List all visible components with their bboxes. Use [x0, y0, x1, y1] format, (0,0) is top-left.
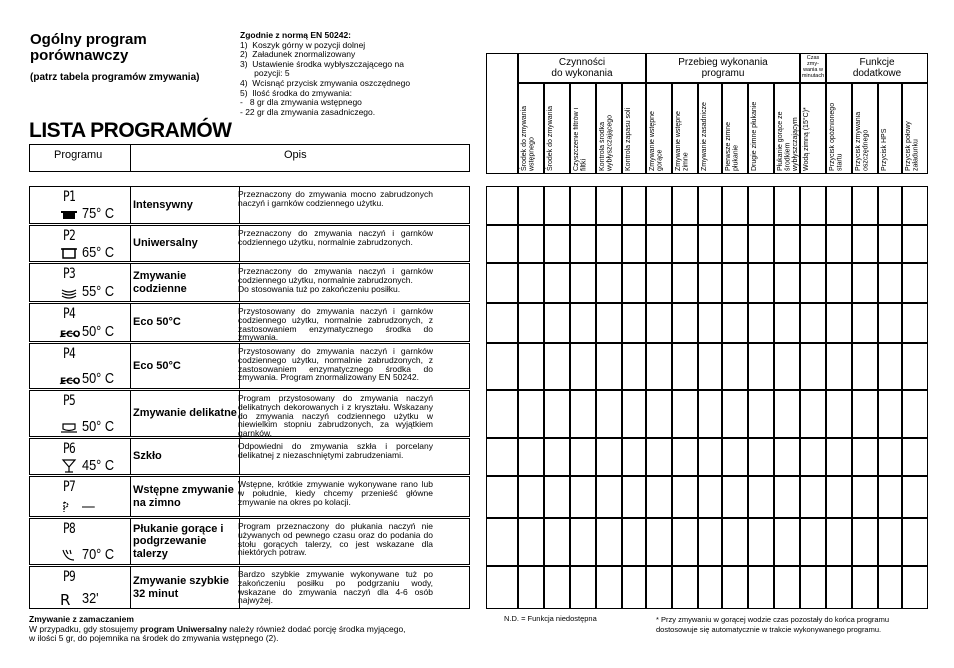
grid-cell — [622, 263, 646, 303]
program-code: P4 — [63, 346, 75, 362]
grid-cell — [596, 225, 622, 263]
grid-column-label: Pierwsze zimne płukanie — [725, 121, 740, 171]
grid-cell — [646, 438, 672, 476]
grid-cell — [570, 186, 596, 225]
grid-cell — [672, 186, 698, 225]
grid-cell — [544, 476, 570, 518]
grid-cell — [596, 263, 622, 303]
grid-cell — [672, 225, 698, 263]
title-subtitle: (patrz tabela programów zmywania) — [30, 72, 200, 83]
header-desc: Opis — [284, 149, 307, 161]
cup-icon — [60, 420, 78, 434]
grid-cell — [878, 476, 902, 518]
grid-cell — [748, 390, 774, 438]
program-desc: Przeznaczony do zmywania naczyń i garnków codziennego użytku, normalnie zabrudzonych. — [238, 228, 433, 247]
grid-cell — [902, 343, 928, 390]
norm-heading: Zgodnie z normą EN 50242: — [240, 30, 351, 40]
grid-cell — [518, 518, 544, 566]
grid-cell — [722, 566, 748, 609]
program-name: Zmywanie codzienne — [130, 264, 240, 301]
program-code: P1 — [63, 189, 75, 205]
list-title: LISTA PROGRAMÓW — [29, 119, 232, 142]
program-code-cell — [30, 439, 131, 474]
grid-cell — [852, 303, 878, 343]
grid-cell — [852, 263, 878, 303]
grid-cell — [646, 390, 672, 438]
grid-cell — [570, 518, 596, 566]
norm-lines — [240, 41, 455, 118]
pot-icon — [60, 207, 78, 221]
grid-cell — [722, 225, 748, 263]
grid-cell — [622, 390, 646, 438]
grid-cell — [672, 343, 698, 390]
program-desc: Odpowiedni do zmywania szkła i porcelany delikatnej z niezaschniętymi zabrudzeniami. — [238, 441, 433, 460]
title-line-2: porównawczy — [30, 47, 129, 64]
grid-cell — [596, 390, 622, 438]
grid-row-blank — [486, 186, 518, 225]
grid-cell — [596, 303, 622, 343]
grid-cell — [672, 303, 698, 343]
eco-icon — [60, 372, 81, 387]
program-name: Zmywanie delikatne — [130, 391, 240, 436]
grid-column-label: Zmywanie wstępne zimne — [675, 111, 690, 171]
program-temp: 65° C — [82, 244, 115, 261]
grid-cell — [774, 186, 800, 225]
grid-cell — [518, 566, 544, 609]
grid-cell — [800, 476, 826, 518]
grid-cell — [646, 303, 672, 343]
grid-cell — [544, 390, 570, 438]
grid-cell — [774, 225, 800, 263]
grid-column-label: Czyszczenie filtrów i filtki — [573, 107, 588, 171]
program-temp: — — [82, 498, 95, 515]
program-temp: 50° C — [82, 370, 115, 387]
grid-cell — [826, 518, 852, 566]
program-row — [29, 390, 470, 437]
program-name: Uniwersalny — [130, 226, 240, 261]
grid-cell — [722, 343, 748, 390]
table-header — [29, 144, 470, 172]
quick-icon — [60, 591, 78, 609]
grid-cell — [722, 186, 748, 225]
grid-cell — [852, 343, 878, 390]
grid-cell — [878, 343, 902, 390]
grid-cell — [748, 566, 774, 609]
grid-cell — [518, 438, 544, 476]
program-code-cell — [30, 226, 131, 261]
grid-cell — [596, 518, 622, 566]
grid-cell — [646, 518, 672, 566]
grid-cell — [774, 566, 800, 609]
grid-row-blank — [486, 518, 518, 566]
program-desc: Program przeznaczony do płukania naczyń nie używanych od pewnego czasu oraz do podania do stołu gorących talerzy, co jest wskazane dla niektórych potraw. — [238, 521, 433, 558]
grid-cell — [570, 390, 596, 438]
footer-nd: N.D. = Funkcja niedostępna — [504, 614, 597, 623]
grid-cell — [826, 186, 852, 225]
program-row — [29, 438, 470, 475]
norm-line: 1) Koszyk górny w pozycji dolnej — [240, 39, 366, 50]
prewash-icon — [60, 500, 78, 514]
footer-text-d: w ilości 5 gr, do pojemnika na środek do zmywania wstępnego (2). — [29, 633, 279, 643]
program-desc: Przystosowany do zmywania naczyń i garnków codziennego użytku, normalnie zabrudzonych, z zastosowaniem enzymatycznego środka do zmywania. Program znormalizowany EN 50242. — [238, 346, 433, 383]
grid-cell — [596, 566, 622, 609]
grid-cell — [518, 186, 544, 225]
footer-text-a: W przypadku, gdy stosujemy — [29, 623, 141, 634]
program-temp: 45° C — [82, 457, 115, 474]
grid-cell — [646, 343, 672, 390]
grid-column-label: Kontrola zapasu soli — [625, 107, 632, 171]
grid-column-label: Przycisk zmywania oszczędnego — [855, 111, 870, 171]
grid-cell — [774, 518, 800, 566]
grid-cell — [722, 438, 748, 476]
footer-text-b: program Uniwersalny — [140, 623, 227, 634]
program-temp: 70° C — [82, 546, 115, 563]
grid-cell — [518, 390, 544, 438]
grid-column-label: Przycisk HPS — [881, 128, 888, 171]
grid-cell — [748, 438, 774, 476]
grid-cell — [878, 303, 902, 343]
grid-cell — [672, 518, 698, 566]
grid-cell — [544, 303, 570, 343]
program-row — [29, 476, 470, 517]
program-name: Szkło — [130, 439, 240, 474]
grid-cell — [698, 303, 722, 343]
grid-column-label: Kontrola środka wybłyszczającego — [599, 114, 614, 171]
program-code: P5 — [63, 393, 75, 409]
grid-cell — [698, 566, 722, 609]
grid-cell — [622, 566, 646, 609]
grid-cell — [748, 343, 774, 390]
program-code-cell — [30, 391, 131, 436]
grid-cell — [800, 225, 826, 263]
program-code-cell — [30, 477, 131, 516]
grid-header-blank — [486, 53, 518, 174]
program-code-cell — [30, 519, 131, 564]
grid-cell — [748, 518, 774, 566]
grid-cell — [800, 438, 826, 476]
grid-cell — [748, 303, 774, 343]
program-desc: Wstępne, krótkie zmywanie wykonywane rano lub w południe, kiedy chcemy przenieść główne zmywanie na okres po kolacji. — [238, 479, 433, 507]
grid-row-blank — [486, 263, 518, 303]
grid-cell — [544, 566, 570, 609]
grid-cell — [722, 476, 748, 518]
glass-icon — [60, 459, 78, 473]
grid-group-label: Czynności do wykonania — [551, 57, 613, 79]
grid-cell — [570, 343, 596, 390]
grid-cell — [518, 225, 544, 263]
grid-cell — [902, 263, 928, 303]
program-temp: 75° C — [82, 205, 115, 222]
grid-cell — [622, 476, 646, 518]
program-row — [29, 343, 470, 389]
grid-cell — [570, 225, 596, 263]
grid-cell — [902, 225, 928, 263]
program-name: Intensywny — [130, 187, 240, 223]
grid-cell — [672, 438, 698, 476]
grid-cell — [698, 476, 722, 518]
grid-cell — [596, 343, 622, 390]
grid-cell — [902, 186, 928, 225]
grid-cell — [570, 476, 596, 518]
rinse-icon — [60, 548, 78, 562]
grid-cell — [596, 476, 622, 518]
grid-cell — [622, 343, 646, 390]
grid-cell — [826, 566, 852, 609]
grid-row-blank — [486, 390, 518, 438]
grid-cell — [902, 476, 928, 518]
grid-cell — [852, 225, 878, 263]
footer-text-c: należy również dodać porcję środka myjącego, — [226, 623, 406, 634]
grid-cell — [672, 566, 698, 609]
norm-line: 4) Wcisnąć przycisk zmywania oszczędnego — [240, 77, 411, 88]
grid-cell — [544, 263, 570, 303]
program-row — [29, 518, 470, 565]
grid-cell — [518, 303, 544, 343]
grid-cell — [544, 225, 570, 263]
grid-cell — [852, 438, 878, 476]
program-desc: Przeznaczony do zmywania naczyń i garnków codziennego użytku, normalnie zabrudzonych. Do stosowania tuż po zakończeniu posiłku. — [238, 266, 433, 294]
program-code: P4 — [63, 306, 75, 322]
grid-cell — [698, 343, 722, 390]
grid-column-label: Środek do zmywania wstępnego — [521, 106, 536, 171]
program-desc: Przeznaczony do zmywania mocno zabrudzonych naczyń i garnków codziennego użytku. — [238, 189, 433, 208]
grid-column-label: Wodą zimną (15°C)* — [803, 107, 810, 171]
grid-cell — [826, 390, 852, 438]
grid-cell — [622, 186, 646, 225]
eco-icon — [60, 325, 81, 340]
grid-cell — [722, 390, 748, 438]
program-code: P2 — [63, 228, 75, 244]
program-code: P3 — [63, 266, 75, 282]
grid-cell — [826, 225, 852, 263]
grid-cell — [544, 343, 570, 390]
grid-row-blank — [486, 438, 518, 476]
program-row — [29, 566, 470, 609]
grid-cell — [622, 438, 646, 476]
grid-cell — [878, 438, 902, 476]
grid-cell — [800, 263, 826, 303]
grid-cell — [774, 263, 800, 303]
grid-cell — [774, 476, 800, 518]
grid-cell — [800, 390, 826, 438]
grid-cell — [646, 186, 672, 225]
grid-column-label: Przycisk połowy załadunku — [905, 121, 920, 171]
grid-cell — [646, 566, 672, 609]
grid-group-label: Przebieg wykonania programu — [678, 57, 768, 79]
program-temp: 55° C — [82, 283, 115, 300]
grid-cell — [878, 225, 902, 263]
norm-line: 5) Ilość środka do zmywania: — [240, 87, 352, 98]
program-row — [29, 186, 470, 224]
grid-group-label: Funkcje dodatkowe — [852, 57, 902, 79]
grid-cell — [902, 566, 928, 609]
program-code: P7 — [63, 479, 75, 495]
grid-cell — [774, 390, 800, 438]
grid-cell — [570, 263, 596, 303]
program-desc: Przystosowany do zmywania naczyń i garnków codziennego użytku, normalnie zabrudzonych, z zastosowaniem enzymatycznego środka do zmywania. — [238, 306, 433, 343]
program-desc: Bardzo szybkie zmywanie wykonywane tuż po zakończeniu posiłku po podgrzaniu wody, wskazane do zmywania naczyń dla 4-6 osób najwyżej. — [238, 569, 433, 606]
footer-heading: Zmywanie z zamaczaniem — [29, 614, 134, 624]
grid-cell — [774, 303, 800, 343]
grid-cell — [800, 186, 826, 225]
grid-row-blank — [486, 303, 518, 343]
grid-cell — [826, 343, 852, 390]
grid-cell — [646, 225, 672, 263]
grid-cell — [698, 263, 722, 303]
grid-group-label: Czas zmy- wania w minutach — [801, 55, 825, 79]
grid-cell — [544, 518, 570, 566]
program-name: Zmywanie szybkie 32 minut — [130, 567, 240, 608]
grid-column-label: Zmywanie wstępne gorące — [649, 111, 664, 171]
grid-cell — [722, 263, 748, 303]
program-code-cell — [30, 567, 131, 608]
grid-cell — [544, 438, 570, 476]
footer-note-2: dostosowuje się automatycznie w trakcie wykonywanego programu. — [656, 625, 882, 634]
grid-cell — [852, 566, 878, 609]
grid-cell — [570, 566, 596, 609]
grid-cell — [518, 263, 544, 303]
grid-cell — [596, 438, 622, 476]
program-name: Wstępne zmywanie na zimno — [130, 477, 240, 516]
norm-line: 2) Załadunek znormalizowany — [240, 49, 356, 60]
pan-icon — [60, 246, 78, 260]
program-desc: Program przystosowany do zmywania naczyń delikatnych dekorowanych i z kryształu. Wskazany do zmywania naczyń codziennego użytku w niewielkim stopniu zabrudzonych, za wyjątkiem garnków. — [238, 393, 433, 439]
program-temp: 50° C — [82, 323, 115, 340]
plates-icon — [60, 285, 78, 299]
grid-cell — [852, 518, 878, 566]
grid-cell — [878, 390, 902, 438]
grid-cell — [800, 566, 826, 609]
grid-cell — [748, 476, 774, 518]
program-code: P9 — [63, 569, 75, 585]
grid-row-blank — [486, 343, 518, 390]
grid-cell — [878, 518, 902, 566]
header-program: Programu — [54, 149, 103, 161]
grid-cell — [672, 263, 698, 303]
grid-cell — [672, 390, 698, 438]
grid-cell — [902, 303, 928, 343]
grid-cell — [544, 186, 570, 225]
grid-cell — [902, 518, 928, 566]
program-row — [29, 263, 470, 302]
grid-cell — [646, 263, 672, 303]
grid-column-label: Zmywanie zasadnicze — [701, 102, 708, 171]
norm-line: 3) Ustawienie środka wybłyszczającego na — [240, 58, 404, 69]
program-name: Eco 50°C — [130, 344, 240, 388]
program-code-cell — [30, 187, 131, 223]
grid-cell — [852, 390, 878, 438]
svg-text:ECO: ECO — [60, 330, 81, 340]
grid-cell — [672, 476, 698, 518]
grid-cell — [878, 263, 902, 303]
program-code-cell — [30, 304, 131, 341]
norm-line: - 8 gr dla zmywania wstępnego — [240, 97, 362, 108]
grid-cell — [570, 438, 596, 476]
title-line-1: Ogólny program — [30, 31, 147, 48]
grid-column-label: Drugie zimne płukanie — [751, 101, 758, 171]
program-code: P6 — [63, 441, 75, 457]
norm-line: - 22 gr dla zmywania zasadniczego. — [240, 106, 376, 117]
grid-row-blank — [486, 476, 518, 518]
program-name: Płukanie gorące i podgrzewanie talerzy — [130, 519, 240, 564]
grid-cell — [748, 186, 774, 225]
grid-cell — [902, 390, 928, 438]
grid-cell — [722, 518, 748, 566]
grid-cell — [698, 518, 722, 566]
grid-cell — [646, 476, 672, 518]
grid-cell — [852, 186, 878, 225]
grid-column-label: Środek do zmywania — [547, 106, 554, 171]
grid-cell — [800, 343, 826, 390]
program-temp: 50° C — [82, 418, 115, 435]
grid-cell — [826, 476, 852, 518]
grid-cell — [698, 186, 722, 225]
grid-cell — [698, 438, 722, 476]
norm-line: pozycji: 5 — [240, 68, 290, 79]
grid-cell — [622, 518, 646, 566]
grid-cell — [698, 390, 722, 438]
footer-note-1: * Przy zmywaniu w gorącej wodzie czas pozostały do końca programu — [656, 615, 890, 624]
grid-cell — [826, 438, 852, 476]
program-code-cell — [30, 264, 131, 301]
grid-cell — [878, 566, 902, 609]
grid-cell — [800, 518, 826, 566]
grid-cell — [570, 303, 596, 343]
grid-cell — [622, 225, 646, 263]
grid-cell — [826, 303, 852, 343]
grid-cell — [698, 225, 722, 263]
svg-text:R: R — [60, 591, 71, 609]
grid-cell — [800, 303, 826, 343]
grid-cell — [622, 303, 646, 343]
grid-row-blank — [486, 225, 518, 263]
program-name: Eco 50°C — [130, 304, 240, 341]
grid-cell — [748, 225, 774, 263]
grid-cell — [518, 343, 544, 390]
program-code: P8 — [63, 521, 75, 537]
program-row — [29, 225, 470, 262]
grid-cell — [518, 476, 544, 518]
grid-column-label: Płukanie gorące ze środkiem wybłyszczającym — [777, 111, 799, 171]
footer-note — [29, 615, 449, 644]
grid-cell — [748, 263, 774, 303]
norm-notes — [240, 31, 455, 117]
svg-text:ECO: ECO — [60, 377, 81, 387]
grid-cell — [774, 438, 800, 476]
program-row — [29, 303, 470, 342]
grid-cell — [878, 186, 902, 225]
grid-cell — [774, 343, 800, 390]
grid-column-label: Przycisk opóźnionego startu — [829, 102, 844, 171]
grid-cell — [852, 476, 878, 518]
grid-cell — [722, 303, 748, 343]
grid-cell — [596, 186, 622, 225]
program-code-cell — [30, 344, 131, 388]
program-temp: 32' — [82, 590, 99, 607]
grid-cell — [902, 438, 928, 476]
grid-row-blank — [486, 566, 518, 609]
grid-cell — [826, 263, 852, 303]
